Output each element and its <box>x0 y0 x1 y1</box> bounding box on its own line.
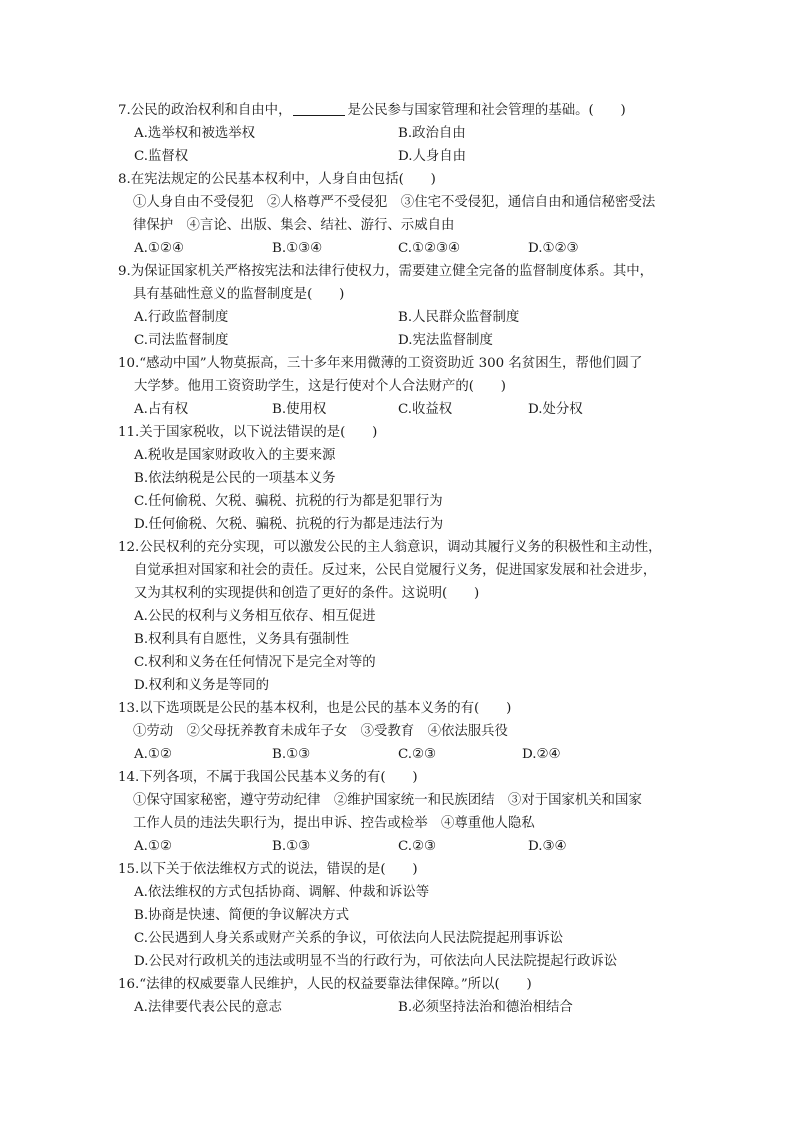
question-16-options <box>118 996 678 1019</box>
option-d: D.③④ <box>528 839 567 854</box>
option-a: A.①② <box>134 839 172 854</box>
option-b: B.依法纳税是公民的一项基本义务 <box>134 471 336 486</box>
question-14-items-line-2: 工作人员的违法失职行为，提出申诉、控告或检举 ④尊重他人隐私 <box>133 816 535 831</box>
question-13-items-line-1: ①劳动 ②父母抚养教育未成年子女 ③受教育 ④依法服兵役 <box>133 724 508 739</box>
option-b: B.人民群众监督制度 <box>398 310 520 325</box>
question-11-stem: 11.关于国家税收，以下说法错误的是( ) <box>118 425 378 440</box>
option-c: C.①②③④ <box>398 241 461 256</box>
question-10-stem-line-1: 10.“感动中国”人物莫振高，三十多年来用微薄的工资资助近 300 名贫困生，帮他们圆了 <box>118 356 643 371</box>
option-c: C.②③ <box>398 747 437 762</box>
option-b: B.协商是快速、简便的争议解决方式 <box>134 908 349 923</box>
option-d: D.权利和义务是等同的 <box>134 678 270 693</box>
option-c: C.任何偷税、欠税、骗税、抗税的行为都是犯罪行为 <box>134 494 443 509</box>
question-8-options <box>118 237 678 260</box>
option-c: C.收益权 <box>398 402 453 417</box>
question-7-stem: 7.公民的政治权利和自由中， 是公民参与国家管理和社会管理的基础。( ) <box>118 103 626 118</box>
option-a: A.法律要代表公民的意志 <box>134 1000 282 1015</box>
option-a: A.①②④ <box>134 241 184 256</box>
question-14-items-line-1: ①保守国家秘密，遵守劳动纪律 ②维护国家统一和民族团结 ③对于国家机关和国家 <box>133 793 642 808</box>
option-d: D.处分权 <box>528 402 583 417</box>
option-a: A.公民的权利与义务相互依存、相互促进 <box>134 609 376 624</box>
question-14-options <box>118 835 678 858</box>
option-a: A.①② <box>134 747 172 762</box>
question-10-options <box>118 398 678 421</box>
option-b: B.必须坚持法治和德治相结合 <box>398 1000 573 1015</box>
question-16-stem: 16.“法律的权威要靠人民维护，人民的权益要靠法律保障。”所以( ) <box>118 977 532 992</box>
option-c: C.司法监督制度 <box>134 333 229 348</box>
question-12-stem-line-2: 自觉承担对国家和社会的责任。反过来，公民自觉履行义务，促进国家发展和社会进步， <box>134 563 657 578</box>
fill-blank <box>293 101 345 116</box>
option-d: D.①②③ <box>528 241 579 256</box>
option-c: C.权利和义务在任何情况下是完全对等的 <box>134 655 376 670</box>
option-a: A.行政监督制度 <box>134 310 229 325</box>
option-b: B.①③ <box>272 747 311 762</box>
question-8-items-line-2: 律保护 ④言论、出版、集会、结社、游行、示威自由 <box>133 218 455 233</box>
option-b: B.政治自由 <box>398 126 466 141</box>
question-9-stem-line-2: 具有基础性意义的监督制度是( ) <box>133 287 345 302</box>
question-14-stem: 14.下列各项，不属于我国公民基本义务的有( ) <box>118 770 418 785</box>
question-9-options-row-1 <box>118 306 678 329</box>
option-b: B.权利具有自愿性，义务具有强制性 <box>134 632 349 647</box>
option-c: C.②③ <box>398 839 437 854</box>
question-7-options-row-2 <box>118 145 678 168</box>
question-9-stem-line-1: 9.为保证国家机关严格按宪法和法律行使权力，需要建立健全完备的监督制度体系。其中， <box>118 264 654 279</box>
question-12-stem-line-3: 又为其权利的实现提供和创造了更好的条件。这说明( ) <box>134 586 480 601</box>
question-15-stem: 15.以下关于依法维权方式的说法，错误的是( ) <box>118 862 418 877</box>
question-9-options-row-2 <box>118 329 678 352</box>
option-d: D.任何偷税、欠税、骗税、抗税的行为都是违法行为 <box>134 517 444 532</box>
exam-page <box>118 99 678 1019</box>
question-10-stem-line-2: 大学梦。他用工资资助学生，这是行使对个人合法财产的( ) <box>134 379 506 394</box>
option-a: A.占有权 <box>134 402 189 417</box>
option-d: D.公民对行政机关的违法或明显不当的行政行为，可依法向人民法院提起行政诉讼 <box>134 954 618 969</box>
question-13-stem: 13.以下选项既是公民的基本权利，也是公民的基本义务的有( ) <box>118 701 512 716</box>
question-8-items-line-1: ①人身自由不受侵犯 ②人格尊严不受侵犯 ③住宅不受侵犯，通信自由和通信秘密受法 <box>133 195 656 210</box>
option-a: A.依法维权的方式包括协商、调解、仲裁和诉讼等 <box>134 885 430 900</box>
question-12-stem-line-1: 12.公民权利的充分实现，可以激发公民的主人翁意识，调动其履行义务的积极性和主动性， <box>118 540 662 555</box>
option-a: A.选举权和被选举权 <box>134 126 256 141</box>
option-c: C.公民遇到人身关系或财产关系的争议，可依法向人民法院提起刑事诉讼 <box>134 931 564 946</box>
question-7-options-row-1 <box>118 122 678 145</box>
option-d: D.②④ <box>522 747 561 762</box>
option-b: B.使用权 <box>272 402 327 417</box>
question-13-options <box>118 743 678 766</box>
option-d: D.人身自由 <box>398 149 467 164</box>
option-b: B.①③ <box>272 839 311 854</box>
option-d: D.宪法监督制度 <box>398 333 493 348</box>
option-c: C.监督权 <box>134 149 189 164</box>
option-a: A.税收是国家财政收入的主要来源 <box>134 448 336 463</box>
question-8-stem: 8.在宪法规定的公民基本权利中，人身自由包括( ) <box>118 172 436 187</box>
option-b: B.①③④ <box>272 241 323 256</box>
